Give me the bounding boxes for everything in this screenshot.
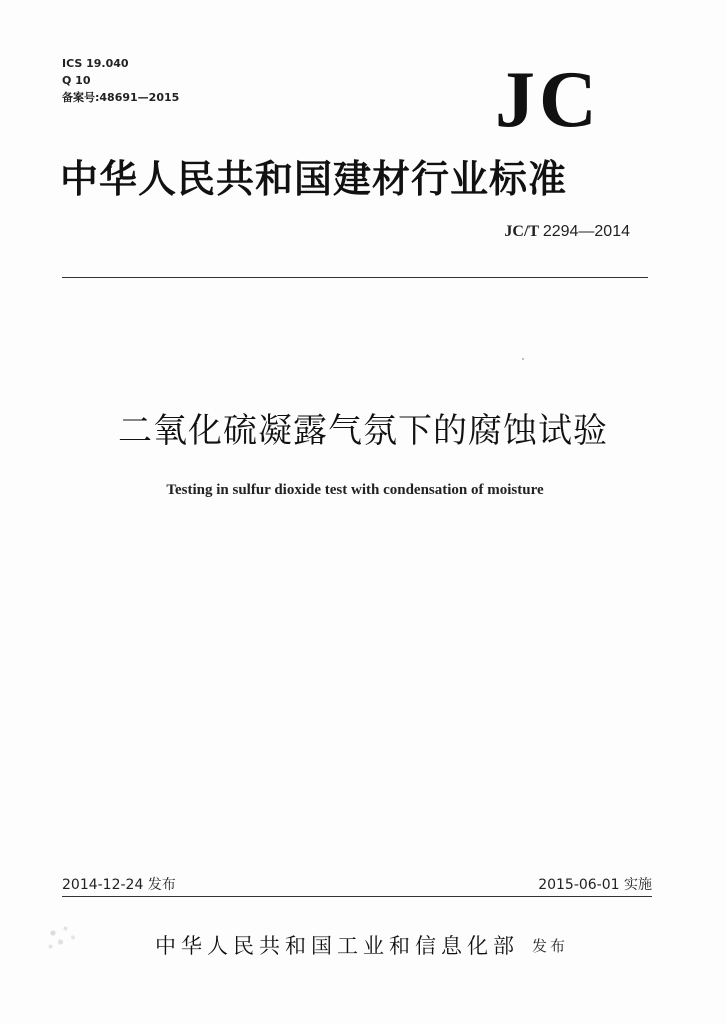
- issue-date: 2014-12-24 发布: [62, 877, 176, 893]
- jc-logo: JC: [495, 56, 601, 144]
- document-title-en: Testing in sulfur dioxide test with condensation of moisture: [166, 482, 544, 498]
- standard-title: 中华人民共和国建材行业标准: [60, 156, 568, 201]
- document-title-cn: 二氧化硫凝露气氛下的腐蚀试验: [118, 411, 608, 451]
- ics-code: ICS 19.040: [62, 57, 129, 70]
- filing-number: 备案号:48691—2015: [62, 91, 180, 104]
- standard-code-prefix: JC/T: [504, 223, 539, 240]
- standard-code-number: 2294—2014: [542, 223, 630, 240]
- issuing-authority: 中华人民共和国工业和信息化部: [155, 934, 519, 958]
- standard-code: [504, 223, 630, 241]
- top-divider: [62, 277, 648, 278]
- classification-block: [62, 55, 179, 106]
- bottom-divider: [62, 896, 652, 897]
- issuing-authority-suffix: 发布: [532, 937, 569, 955]
- scan-smudge: [38, 915, 88, 960]
- ccs-code: Q 10: [62, 74, 91, 87]
- scan-speck: [522, 358, 524, 360]
- implementation-date: 2015-06-01 实施: [538, 877, 652, 893]
